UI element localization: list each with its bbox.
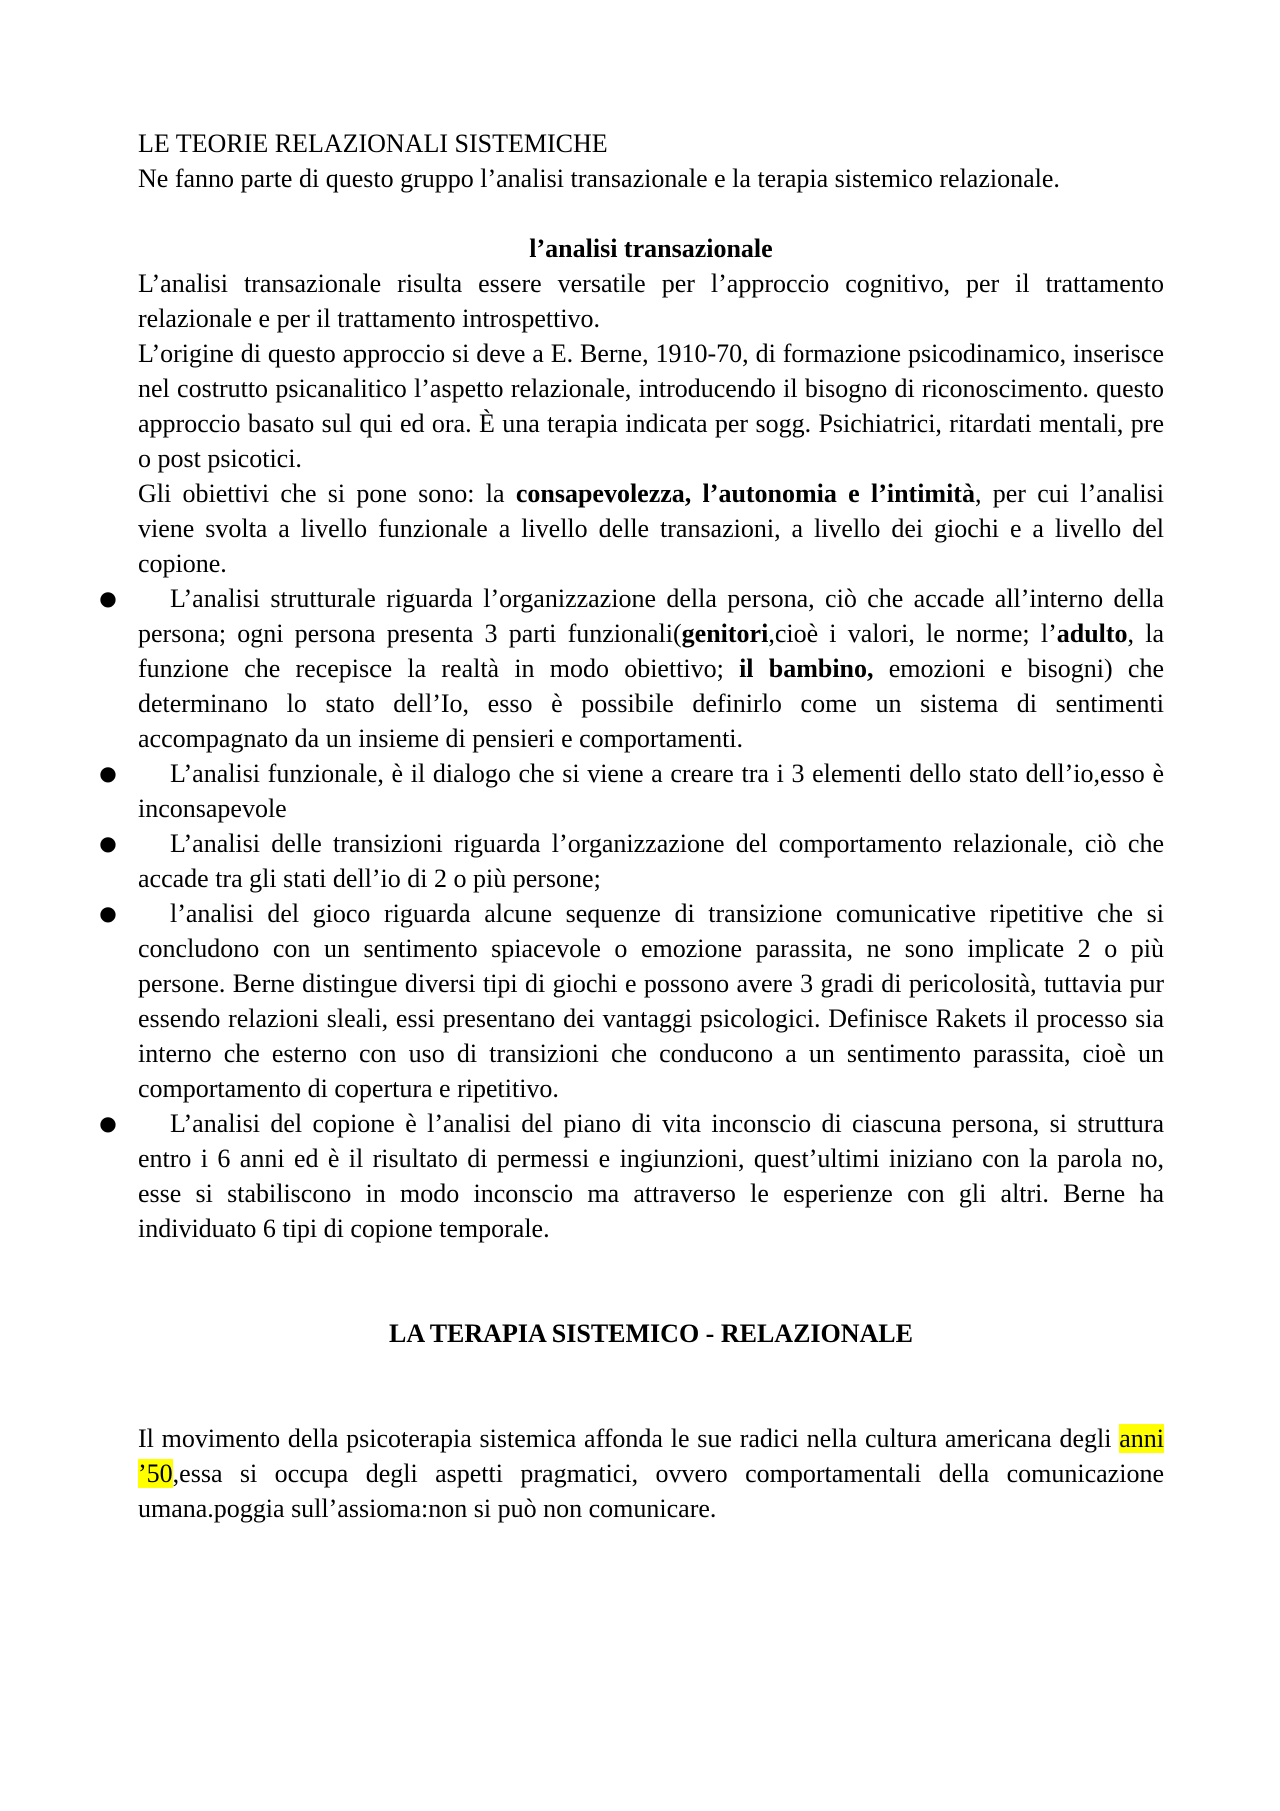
list-item-analisi-copione xyxy=(99,1106,1164,1246)
bullet-icon: ● xyxy=(99,586,117,610)
document-title: LE TEORIE RELAZIONALI SISTEMICHE xyxy=(138,129,608,158)
document-page xyxy=(99,126,1165,1526)
text-run: Il movimento della psicoterapia sistemica affonda le sue radici nella cultura americana degli xyxy=(138,1424,1120,1453)
spacer xyxy=(138,1351,1164,1421)
list-item-analisi-funzionale xyxy=(99,756,1164,826)
text-run: Gli obiettivi che si pone sono: la xyxy=(138,479,516,508)
bold-run: il bambino, xyxy=(739,654,874,683)
section-heading-analisi-transazionale: l’analisi transazionale xyxy=(529,234,773,263)
spacer xyxy=(138,196,1164,231)
bold-run: consapevolezza, l’autonomia e l’intimità xyxy=(515,479,975,508)
list-item-analisi-gioco xyxy=(99,896,1164,1106)
text-run: emozioni e bisogni) che determinano lo stato dell’Io, esso è possibile definirlo come un sistema di sentimenti accompagnato da un insieme di pensieri e comportamenti. xyxy=(138,654,1164,753)
bullet-icon: ● xyxy=(99,901,117,925)
intro-paragraph: Ne fanno parte di questo gruppo l’analisi transazionale e la terapia sistemico relazionale. xyxy=(138,164,1060,193)
list-item-analisi-transizioni xyxy=(99,826,1164,896)
text-run: L’analisi funzionale, è il dialogo che si viene a creare tra i 3 elementi dello stato dell’io,esso è inconsapevole xyxy=(138,759,1164,823)
text-run: , la funzione che recepisce la realtà in modo obiettivo; xyxy=(138,619,1165,683)
paragraph-versatile: L’analisi transazionale risulta essere versatile per l’approccio cognitivo, per il trattamento relazionale e per il trattamento introspettivo. xyxy=(138,269,1164,333)
paragraph-origine: L’origine di questo approccio si deve a E. Berne, 1910-70, di formazione psicodinamico, inserisce nel costrutto psicanalitico l’aspetto relazionale, introducendo il bisogno di riconoscimento. questo approccio basato sul qui ed ora. È una terapia indicata per sogg. Psichiatrici, ritardati mentali, pre o post psicotici. xyxy=(138,339,1164,473)
paragraph-movimento xyxy=(138,1421,1164,1526)
text-run: L’analisi del copione è l’analisi del piano di vita inconscio di ciascuna persona, si struttura entro i 6 anni ed è il risultato di permessi e ingiunzioni, quest’ultimi iniziano con la parola no, esse si stabiliscono in modo inconscio ma attraverso le esperienze con gli altri. Berne ha individuato 6 tipi di copione temporale. xyxy=(138,1109,1164,1243)
bold-run: adulto xyxy=(1056,619,1128,648)
list-item-analisi-strutturale xyxy=(99,581,1165,756)
bold-run: genitori xyxy=(681,619,769,648)
text-run: L’analisi strutturale riguarda l’organizzazione della persona, ciò che accade all’interno della persona; ogni persona presenta 3 parti funzionali( xyxy=(138,584,1164,648)
text-run: ,essa si occupa degli aspetti pragmatici, ovvero comportamentali della comunicazione umana.poggia sull’assioma:non si può non comunicare. xyxy=(138,1459,1164,1523)
bullet-icon: ● xyxy=(99,761,117,785)
section-heading-terapia-sistemico-relazionale: LA TERAPIA SISTEMICO - RELAZIONALE xyxy=(389,1319,913,1348)
text-run: , per cui l’analisi viene svolta a livello funzionale a livello delle transazioni, a livello dei giochi e a livello del copione. xyxy=(138,479,1164,578)
highlighted-text: anni ’50 xyxy=(138,1424,1164,1488)
paragraph-obiettivi xyxy=(138,476,1164,581)
spacer xyxy=(138,1246,1164,1316)
text-run: ,cioè i valori, le norme; l’ xyxy=(768,619,1057,648)
bullet-icon: ● xyxy=(99,1111,117,1135)
bullet-icon: ● xyxy=(99,831,117,855)
text-run: l’analisi del gioco riguarda alcune sequenze di transizione comunicative ripetitive che si concludono con un sentimento spiacevole o emozione parassita, ne sono implicate 2 o più persone. Berne distingue diversi tipi di giochi e possono avere 3 gradi di pericolosità, tuttavia pur essendo relazioni sleali, essi presentano dei vantaggi psicologici. Definisce Rakets il processo sia interno che esterno con uso di transizioni che conducono a un sentimento parassita, cioè un comportamento di copertura e ripetitivo. xyxy=(138,899,1164,1103)
text-run: L’analisi delle transizioni riguarda l’organizzazione del comportamento relazionale, ciò che accade tra gli stati dell’io di 2 o più persone; xyxy=(138,829,1164,893)
